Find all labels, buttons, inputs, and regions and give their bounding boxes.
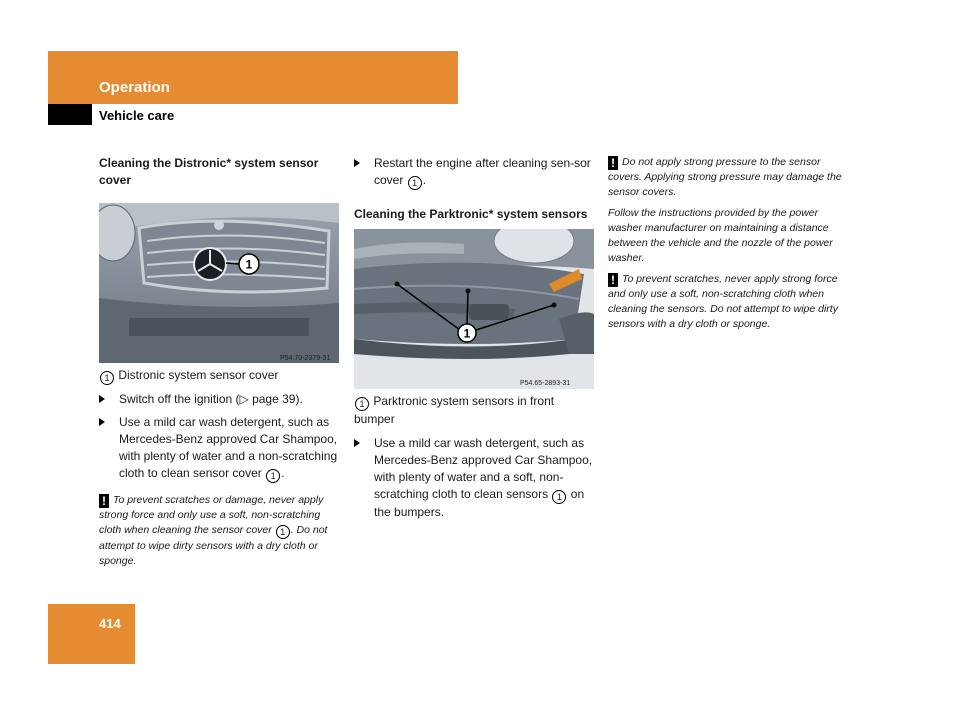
callout-ref-icon: 1	[552, 490, 566, 504]
bullet-arrow-icon	[99, 395, 105, 403]
section-tab-marker	[48, 104, 92, 125]
callout-ref-icon: 1	[266, 469, 280, 483]
step-switch-off: Switch off the ignition (▷ page 39).	[99, 391, 339, 408]
section-title: Operation	[99, 79, 170, 96]
step-restart-engine: Restart the engine after cleaning sen-sor cover 1 .	[354, 155, 594, 190]
bullet-arrow-icon	[354, 439, 360, 447]
parktronic-heading: Cleaning the Parktronic* system sensors	[354, 207, 588, 221]
distronic-heading: Cleaning the Distronic* system sensor cover	[99, 156, 319, 187]
header-bar	[48, 51, 458, 104]
figure-code: P54.70-2379-31	[280, 355, 331, 362]
subsection-title: Vehicle care	[99, 108, 175, 123]
warning-icon: !	[99, 494, 109, 508]
figure-callout: 1	[463, 326, 471, 341]
warning-icon: !	[608, 273, 618, 287]
scratch-note: ! To prevent scratches, never apply strong force and only use a soft, non-scratching cloth when cleaning the sensors. Do not attempt to wipe dirty sensors with a dry cloth or sponge.	[608, 273, 838, 330]
column-3	[608, 155, 848, 332]
step-clean-cover: Use a mild car wash detergent, such as Mercedes-Benz approved Car Shampoo, with plenty of water and a non-scratching cloth to clean sensor cover 1 .	[99, 414, 339, 483]
column-1	[99, 155, 339, 569]
distronic-figure	[99, 203, 339, 363]
figure-callout: 1	[245, 257, 253, 272]
bullet-arrow-icon	[99, 418, 105, 426]
page-number-box	[48, 604, 135, 664]
parktronic-figure	[354, 229, 594, 389]
figure-code: P54.65-2893-31	[520, 380, 571, 387]
column-2	[354, 155, 594, 521]
step-clean-sensors: Use a mild car wash detergent, such as Mercedes-Benz approved Car Shampoo, with plenty of water and a soft, non-scratching cloth to clean sensors 1 on the bumpers.	[354, 435, 594, 521]
legend-item: 1 Distronic system sensor cover	[99, 367, 339, 385]
power-washer-note: Follow the instructions provided by the power washer manufacturer on maintaining a distance between the vehicle and the nozzle of the power washer.	[608, 207, 833, 264]
warning-icon: !	[608, 156, 618, 170]
page-number: 414	[99, 616, 121, 631]
bullet-arrow-icon	[354, 159, 360, 167]
pressure-note: ! Do not apply strong pressure to the sensor covers. Applying strong pressure may damage the sensor covers.	[608, 156, 842, 198]
warning-note: ! To prevent scratches or damage, never apply strong force and only use a soft, non-scratching cloth when cleaning the sensor cover 1 . Do not attempt to wipe dirty sensors with a dry cloth or sponge.	[99, 494, 328, 567]
legend-item: 1 Parktronic system sensors in front bumper	[354, 394, 555, 426]
